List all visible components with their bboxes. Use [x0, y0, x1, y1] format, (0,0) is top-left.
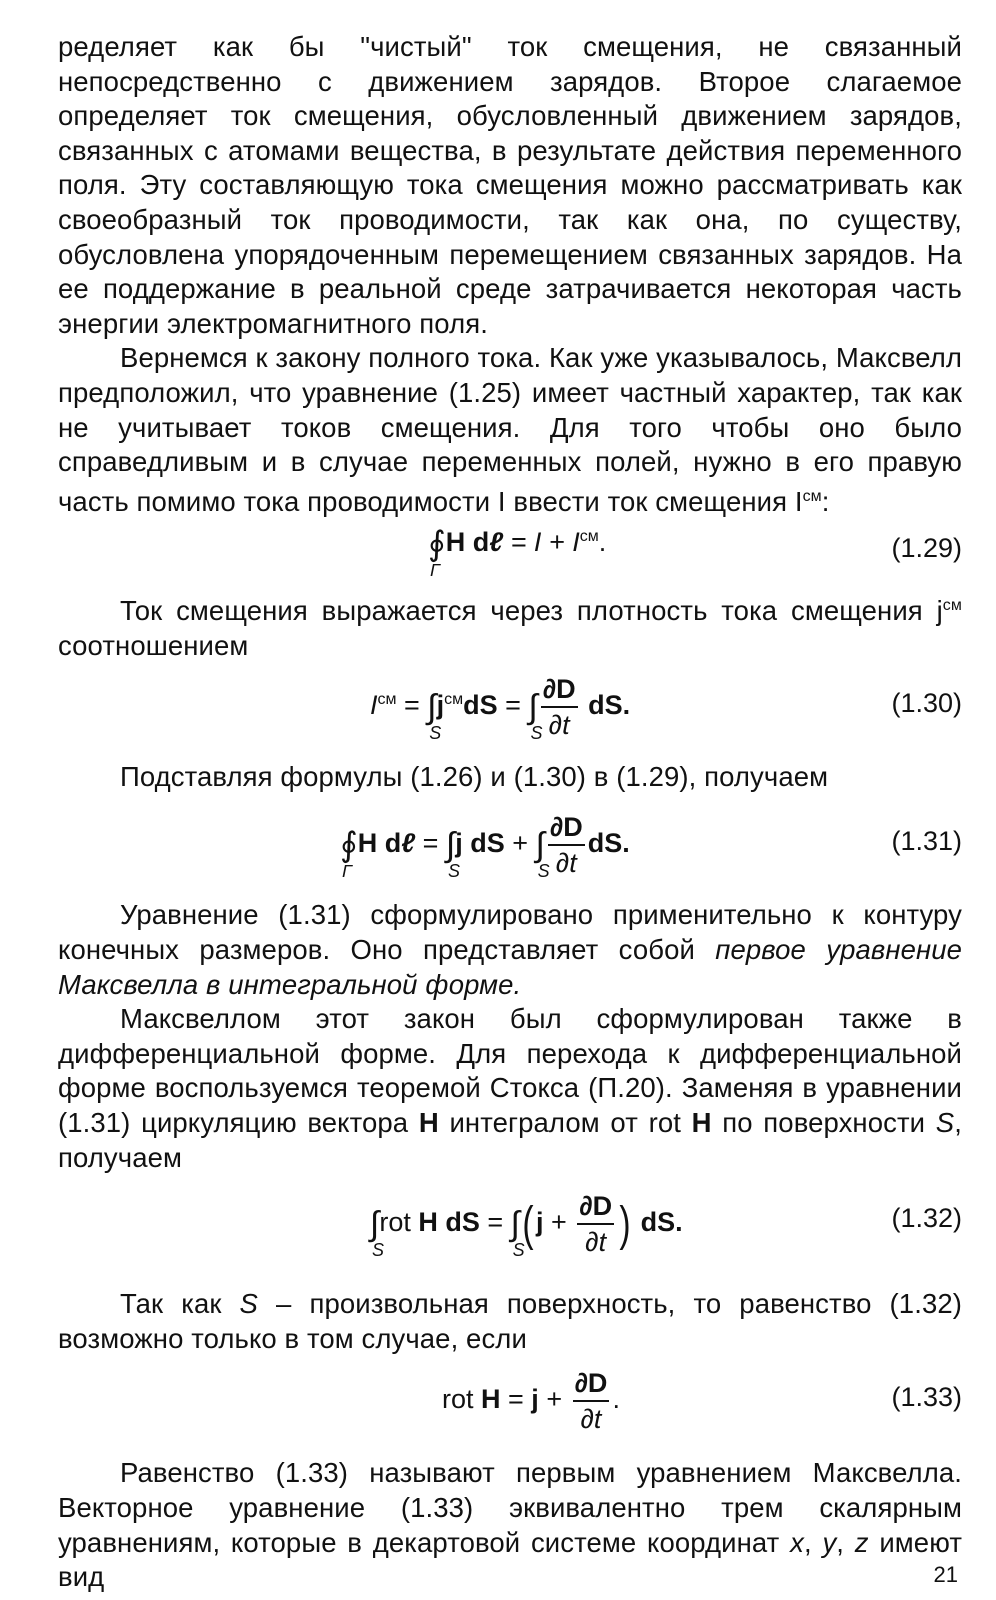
equation-body	[370, 1189, 683, 1259]
paragraph-text: имеют вид	[58, 1526, 963, 1593]
colon: :	[821, 485, 830, 517]
separator: ,	[803, 1526, 823, 1558]
plus-sign: +	[543, 1207, 575, 1238]
fraction	[577, 1189, 614, 1259]
surface-symbol: S	[239, 1288, 258, 1320]
paragraph-differential-form	[58, 1002, 962, 1175]
vector-j-dS: j dS	[455, 828, 505, 859]
paragraph-text: Уравнение (1.31) сформулировано применительно к контуру конечных размеров. Оно представляет собой	[58, 899, 962, 965]
paragraph-text: интегралом от rot	[438, 1106, 692, 1138]
equals-sign: =	[396, 689, 428, 720]
vector-H: H	[481, 1384, 501, 1415]
page-number: 21	[933, 1562, 958, 1587]
left-parenthesis: (	[522, 1197, 534, 1251]
integral-symbol: ∫ S	[535, 826, 550, 882]
vector-dS: dS	[437, 1207, 480, 1238]
coordinate-x: x	[790, 1526, 804, 1558]
integral-symbol: ∫ S	[427, 687, 442, 743]
integral-subscript: Γ	[430, 560, 441, 581]
equation-number: (1.33)	[891, 1382, 962, 1413]
paragraph-text: Вернемся к закону полного тока. Как уже указывалось, Максвелл предположил, что уравнение (1.25) имеет частный характер, так как не учитывает токов смещения. Для того чтобы оно было справедливым и в случае переменных полей, нужно в его правую часть помимо тока проводимости I ввести ток смещения I	[58, 342, 962, 517]
superscript: см	[942, 597, 962, 615]
fraction	[573, 1366, 610, 1436]
equation-body	[442, 1366, 620, 1436]
equals-sign: =	[415, 828, 446, 859]
fraction-denominator: ∂t	[585, 1227, 607, 1258]
vector-j: j	[535, 1207, 544, 1238]
paragraph-integral-form	[58, 898, 962, 1002]
equation-body	[428, 525, 607, 581]
integral-subscript: S	[537, 861, 550, 882]
separator: ,	[836, 1526, 855, 1558]
equals-sign: =	[479, 1207, 511, 1238]
paragraph-arbitrary-surface	[58, 1287, 962, 1356]
integral-subscript: S	[512, 1240, 525, 1261]
equation-1-29	[58, 519, 962, 589]
equation-1-30	[58, 664, 962, 760]
equation-rhs: = I + I	[503, 527, 580, 558]
fraction-denominator: ∂t	[548, 709, 570, 740]
paragraph-continuation: ределяет как бы "чистый" ток смещения, не связанный непосредственно с движением зарядов. Второе слагаемое определяет ток смещения, обусловленный движением зарядов, связанных с атомами вещества, в результате действия переменного поля. Эту составляющую тока смещения можно рассматривать как своеобразный ток проводимости, так как она, по существу, обусловлена упорядоченным перемещением связанных зарядов. На ее поддержание в реальной среде затрачивается некоторая часть энергии электромагнитного поля.	[58, 31, 962, 339]
period: .	[598, 527, 607, 558]
fraction-numerator: ∂D	[548, 810, 585, 846]
paragraph-text: Так как	[120, 1288, 240, 1320]
differential: d	[377, 828, 402, 859]
paragraph-text: – произвольная поверхность, то равенство (1.32) возможно только в том случае, если	[58, 1288, 962, 1354]
superscript: см	[802, 487, 822, 505]
fraction-numerator: ∂D	[573, 1366, 610, 1402]
integral-subscript: Γ	[342, 861, 353, 882]
differential: d	[465, 527, 490, 558]
paragraph-text: Максвеллом этот закон был сформулирован также в дифференциальной форме. Для перехода к дифференциальной форме воспользуемся теоремой Стокса (П.20). Заменяя в уравнении (1.31) циркуляцию вектора	[58, 1003, 962, 1138]
vector-H: H	[445, 527, 466, 558]
equation-1-33	[58, 1356, 962, 1456]
equation-1-32	[58, 1175, 962, 1287]
equation-body	[370, 672, 630, 742]
vector-H: H	[418, 1106, 439, 1138]
plus-sign: +	[538, 1384, 570, 1415]
integral-symbol: ∫ S	[370, 1205, 385, 1261]
integral-symbol: ∫ S	[528, 687, 543, 743]
vector-dS: dS.	[580, 689, 631, 720]
superscript: см	[444, 690, 464, 708]
fraction	[541, 672, 578, 742]
paragraph-text: по поверхности	[711, 1106, 936, 1138]
equation-number: (1.30)	[891, 687, 962, 718]
right-parenthesis: )	[619, 1197, 631, 1251]
equation-body	[340, 810, 630, 880]
contour-integral-symbol: ∮ Γ	[428, 525, 446, 581]
integral-subscript: S	[372, 1240, 385, 1261]
plus-sign: +	[504, 828, 536, 859]
paragraph-text: соотношением	[58, 630, 249, 662]
integral-subscript: S	[530, 722, 543, 743]
fraction-numerator: ∂D	[541, 672, 578, 708]
fraction-denominator: ∂t	[555, 848, 577, 879]
vector-H: H	[357, 828, 378, 859]
ell-symbol: ℓ	[489, 527, 504, 558]
contour-integral-symbol: ∮ Γ	[340, 826, 358, 882]
italic-emphasis: первое уравнение Максвелла в интегральной форме.	[58, 934, 962, 1000]
vector-dS: dS.	[633, 1207, 683, 1238]
paragraph-total-current-law	[58, 341, 962, 519]
vector-j: j	[436, 689, 445, 720]
period: .	[612, 1384, 620, 1415]
vector-dS: dS.	[587, 828, 630, 859]
vector-j: j	[531, 1384, 539, 1415]
integral-subscript: S	[429, 722, 442, 743]
coordinate-z: z	[854, 1526, 869, 1558]
coordinate-y: y	[822, 1526, 837, 1558]
rot-operator: rot	[442, 1384, 482, 1415]
vector-dS: dS	[463, 689, 498, 720]
ell-symbol: ℓ	[401, 828, 416, 859]
integral-symbol: ∫ S	[445, 826, 460, 882]
equation-1-31	[58, 794, 962, 898]
fraction-denominator: ∂t	[580, 1404, 602, 1435]
paragraph-current-density	[58, 589, 962, 663]
integral-symbol: ∫ S	[510, 1205, 525, 1261]
superscript: см	[377, 690, 397, 708]
equation-number: (1.31)	[891, 826, 962, 857]
superscript: см	[579, 528, 599, 546]
integral-subscript: S	[447, 861, 460, 882]
rot-operator: rot	[379, 1207, 419, 1238]
paragraph-text: , получаем	[58, 1106, 962, 1173]
paragraph-first-maxwell-equation	[58, 1456, 962, 1594]
fraction-numerator: ∂D	[577, 1189, 614, 1225]
fraction	[548, 810, 585, 880]
paragraph-text: Ток смещения выражается через плотность тока смещения j	[120, 595, 943, 627]
equals-sign: =	[497, 689, 529, 720]
equation-number: (1.32)	[891, 1203, 962, 1234]
equation-number: (1.29)	[891, 533, 962, 564]
paragraph-text: Равенство (1.33) называют первым уравнением Максвелла. Векторное уравнение (1.33) эквивалентно трем скалярным уравнениям, которые в декартовой системе координат	[58, 1457, 962, 1558]
paragraph-substitution: Подставляя формулы (1.26) и (1.30) в (1.29), получаем	[120, 760, 829, 792]
surface-symbol: S	[935, 1106, 955, 1138]
current-symbol: I	[370, 689, 378, 720]
vector-H: H	[691, 1106, 712, 1138]
equals-sign: =	[500, 1384, 532, 1415]
vector-H: H	[418, 1207, 438, 1238]
